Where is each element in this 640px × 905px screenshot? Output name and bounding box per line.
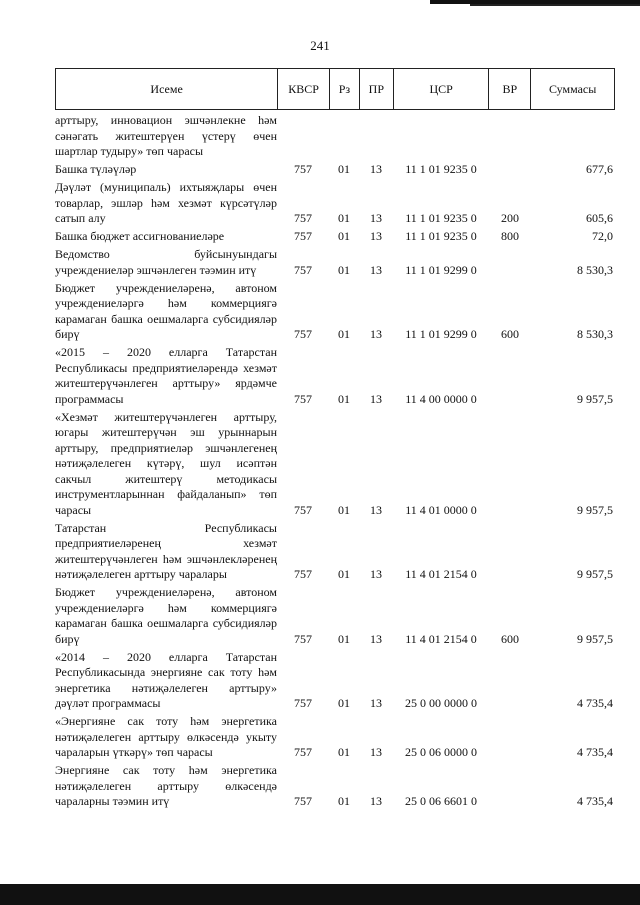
table-row: [55, 521, 615, 583]
header-csr: ЦСР: [393, 69, 489, 109]
row-pr: 13: [370, 794, 382, 808]
row-sum: 4 735,4: [577, 696, 613, 710]
row-sum: 605,6: [586, 211, 613, 225]
row-kvsr: 757: [294, 745, 312, 759]
row-rz: 01: [338, 502, 350, 517]
row-csr: 25 0 00 0000 0: [405, 696, 477, 710]
row-kvsr: 757: [294, 502, 312, 517]
table-row: [55, 281, 615, 343]
row-vr: 200: [501, 211, 519, 225]
row-vr: 600: [501, 327, 519, 341]
row-kvsr: 757: [294, 391, 312, 406]
row-rz: 01: [338, 211, 350, 225]
row-pr: 13: [370, 211, 382, 225]
row-sum: 72,0: [592, 229, 613, 243]
row-pr: 13: [370, 745, 382, 759]
table-body: [55, 113, 615, 812]
row-name: «2014 – 2020 елларга Татарстан Республикасында энергияне сак тоту һәм энергетика нәтиҗәлелеген арттыру» дәүләт программасы: [55, 649, 277, 710]
row-rz: 01: [338, 631, 350, 646]
row-kvsr: 757: [294, 229, 312, 243]
row-csr: 11 1 01 9235 0: [405, 229, 477, 243]
table-row: [55, 162, 615, 178]
row-sum: 9 957,5: [577, 391, 613, 406]
table-row: [55, 113, 615, 160]
row-name: арттыру, инновацион эшчәнлекне һәм сәнәгать житештерүен үстерү өчен шартлар тудыру» төп чарасы: [55, 113, 277, 158]
row-pr: 13: [370, 262, 382, 277]
row-sum: 677,6: [586, 162, 613, 176]
row-name: Башка бюджет ассигнованиеләре: [55, 229, 225, 243]
scan-edge-top-inner: [470, 4, 640, 6]
table-row: [55, 650, 615, 712]
header-vr: ВР: [488, 69, 530, 109]
row-pr: 13: [370, 229, 382, 243]
row-csr: 11 4 01 2154 0: [405, 567, 477, 581]
row-sum: 4 735,4: [577, 745, 613, 759]
table-header: [55, 68, 615, 110]
row-kvsr: 757: [294, 696, 312, 710]
row-rz: 01: [338, 696, 350, 710]
row-csr: 25 0 06 6601 0: [405, 794, 477, 808]
table-row: [55, 180, 615, 227]
row-name: Дәүләт (муниципаль) ихтыяҗлары өчен товарлар, эшләр һәм хезмәт күрсәтүләр сатып алу: [55, 180, 277, 225]
row-csr: 11 4 00 0000 0: [405, 391, 477, 406]
row-csr: 11 1 01 9235 0: [405, 211, 477, 225]
row-name: «Энергияне сак тоту һәм энергетика нәтиҗәлелеген арттыру өлкәсендә укыту чараларын үткәрү» төп чарасы: [55, 714, 277, 759]
row-csr: 11 4 01 2154 0: [405, 631, 477, 646]
row-pr: 13: [370, 696, 382, 710]
table-row: [55, 247, 615, 278]
row-pr: 13: [370, 162, 382, 176]
row-name: «Хезмәт житештерүчәнлеген арттыру, югары житештерүчән эш урыннарын арттыру, предприятиеләр эшчәнлегенең нәтиҗәлелеген күтәрү, шул исәптән сакчыл житештерү методикасы инструментларыннан файдаланып» төп чарасы: [55, 409, 277, 517]
row-rz: 01: [338, 567, 350, 581]
row-kvsr: 757: [294, 162, 312, 176]
header-rz: Рз: [329, 69, 359, 109]
row-name: Бюджет учреждениеләренә, автоном учреждениеләргә һәм коммерциягә карамаган башка оешмаларга субсидияләр бирү: [55, 280, 277, 341]
table-row: [55, 345, 615, 407]
table-row: [55, 585, 615, 647]
row-sum: 9 957,5: [577, 502, 613, 517]
row-name: Энергияне сак тоту һәм энергетика нәтиҗәлелеген арттыру өлкәсендә чараларны тәэмин итү: [55, 763, 277, 808]
row-csr: 25 0 06 0000 0: [405, 745, 477, 759]
row-csr: 11 4 01 0000 0: [405, 502, 477, 517]
row-kvsr: 757: [294, 631, 312, 646]
row-pr: 13: [370, 327, 382, 341]
row-rz: 01: [338, 327, 350, 341]
row-rz: 01: [338, 391, 350, 406]
header-kvsr: КВСР: [277, 69, 329, 109]
row-kvsr: 757: [294, 567, 312, 581]
row-csr: 11 1 01 9299 0: [405, 327, 477, 341]
row-pr: 13: [370, 567, 382, 581]
row-sum: 4 735,4: [577, 794, 613, 808]
row-kvsr: 757: [294, 794, 312, 808]
table-row: [55, 410, 615, 519]
row-sum: 8 530,3: [577, 262, 613, 277]
row-rz: 01: [338, 229, 350, 243]
row-kvsr: 757: [294, 262, 312, 277]
row-rz: 01: [338, 162, 350, 176]
row-name: Ведомство буйсынуындагы учреждениеләр эшчәнлеген тәэмин итү: [55, 247, 277, 277]
row-name: Бюджет учреждениеләренә, автоном учреждениеләргә һәм коммерциягә карамаган башка оешмаларга субсидияләр бирү: [55, 585, 277, 646]
table-row: [55, 714, 615, 761]
header-name: Исеме: [150, 81, 183, 96]
row-name: «2015 – 2020 елларга Татарстан Республикасы предприятиеләрендә хезмәт житештерүчәнлеген арттыру» ярдәмче программасы: [55, 345, 277, 406]
table-row: [55, 763, 615, 810]
row-vr: 600: [501, 631, 519, 646]
row-pr: 13: [370, 631, 382, 646]
row-csr: 11 1 01 9235 0: [405, 162, 477, 176]
row-sum: 9 957,5: [577, 631, 613, 646]
row-rz: 01: [338, 794, 350, 808]
row-pr: 13: [370, 391, 382, 406]
row-rz: 01: [338, 262, 350, 277]
table-row: [55, 229, 615, 245]
row-rz: 01: [338, 745, 350, 759]
row-sum: 8 530,3: [577, 327, 613, 341]
row-name: Башка түләүләр: [55, 162, 137, 176]
row-kvsr: 757: [294, 327, 312, 341]
row-kvsr: 757: [294, 211, 312, 225]
row-pr: 13: [370, 502, 382, 517]
row-sum: 9 957,5: [577, 567, 613, 581]
header-sum: Суммасы: [530, 69, 614, 109]
header-pr: ПР: [359, 69, 393, 109]
row-vr: 800: [501, 229, 519, 243]
page-number: 241: [310, 38, 330, 53]
scan-edge-bottom: [0, 884, 640, 905]
row-csr: 11 1 01 9299 0: [405, 262, 477, 277]
row-name: Татарстан Республикасы предприятиеләренең хезмәт житештерүчәнлеген һәм эшчәнлекләренең нәтиҗәлелеген арттыру чаралары: [55, 520, 277, 581]
